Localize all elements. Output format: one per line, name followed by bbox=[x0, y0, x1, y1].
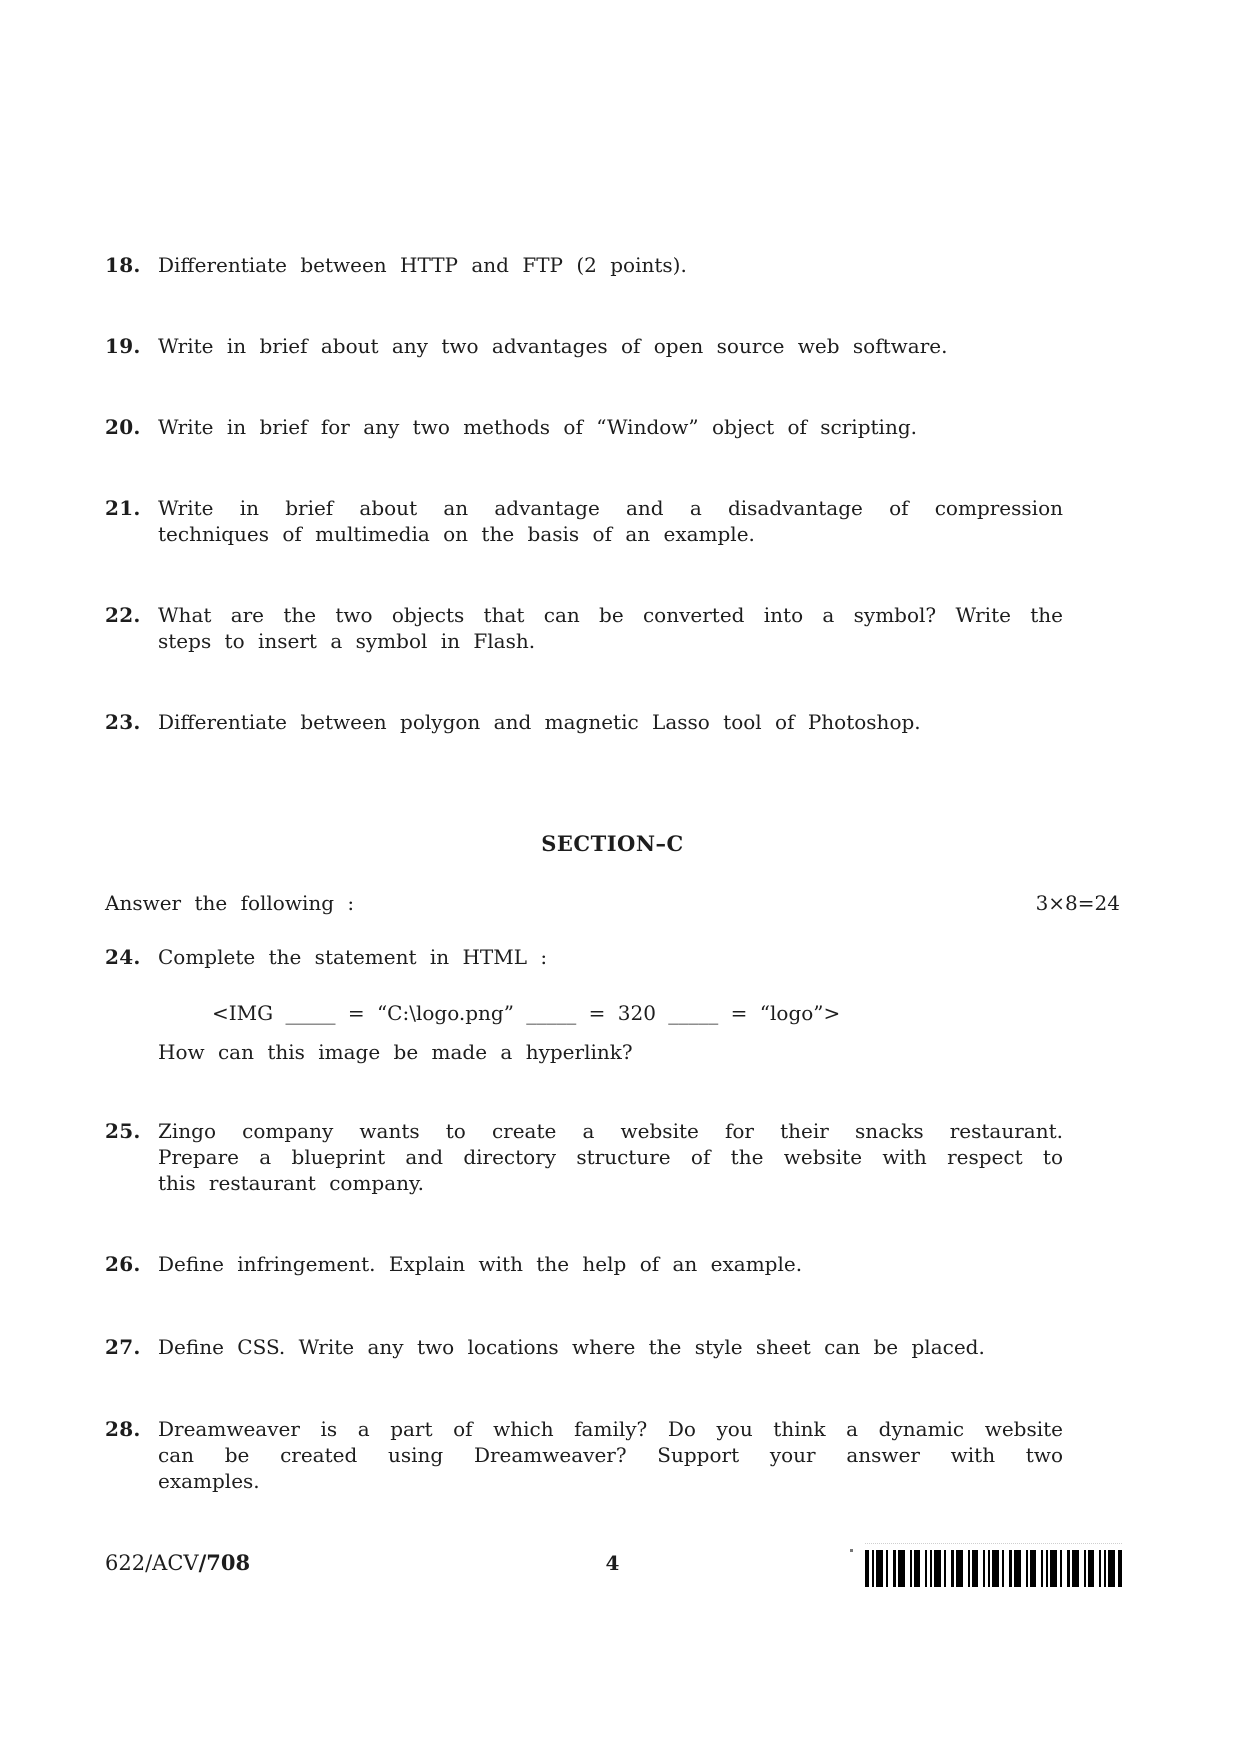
paper-code-bold: /708 bbox=[198, 1550, 251, 1575]
question-18 bbox=[105, 252, 1120, 278]
question-25 bbox=[105, 1118, 1120, 1196]
question-number: 27. bbox=[105, 1335, 141, 1359]
question-number: 19. bbox=[105, 334, 141, 358]
question-text-line: Zingo company wants to create a website for their snacks restaurant. bbox=[158, 1119, 1063, 1143]
question-27 bbox=[105, 1334, 1120, 1360]
question-number: 25. bbox=[105, 1119, 141, 1143]
question-number: 21. bbox=[105, 496, 141, 520]
question-21 bbox=[105, 495, 1120, 547]
page-footer bbox=[0, 1550, 1240, 1594]
question-text-line: Differentiate between polygon and magnetic Lasso tool of Photoshop. bbox=[158, 710, 921, 734]
question-number: 18. bbox=[105, 253, 141, 277]
html-code-line: <IMG _____ = “C:\logo.png” _____ = 320 _____ = “logo”> bbox=[212, 1001, 841, 1025]
question-text-line: Define CSS. Write any two locations where the style sheet can be placed. bbox=[158, 1335, 985, 1359]
question-number: 20. bbox=[105, 415, 141, 439]
question-text-line: steps to insert a symbol in Flash. bbox=[158, 629, 536, 653]
question-text-line: techniques of multimedia on the basis of an example. bbox=[158, 522, 755, 546]
question-23 bbox=[105, 709, 1120, 735]
marks-text: 3×8=24 bbox=[1035, 891, 1120, 915]
question-text-line: Write in brief about any two advantages of open source web software. bbox=[158, 334, 948, 358]
question-number: 28. bbox=[105, 1417, 141, 1441]
question-text-line: can be created using Dreamweaver? Support your answer with two bbox=[158, 1443, 1063, 1467]
question-text-line: Prepare a blueprint and directory structure of the website with respect to bbox=[158, 1145, 1063, 1169]
barcode-icon bbox=[865, 1550, 1122, 1587]
question-text-line: Define infringement. Explain with the help of an example. bbox=[158, 1252, 803, 1276]
question-text-line: What are the two objects that can be converted into a symbol? Write the bbox=[158, 603, 1063, 627]
question-text-line: examples. bbox=[158, 1469, 260, 1493]
question-24 bbox=[105, 944, 1120, 1065]
question-20 bbox=[105, 414, 1120, 440]
page-number: 4 bbox=[605, 1551, 620, 1575]
instruction-row bbox=[105, 890, 1120, 916]
question-26 bbox=[105, 1251, 1120, 1277]
question-number: 23. bbox=[105, 710, 141, 734]
paper-code-regular: 622/ACV bbox=[105, 1551, 199, 1575]
question-number: 26. bbox=[105, 1252, 141, 1276]
instruction-text: Answer the following : bbox=[105, 891, 355, 915]
question-number: 22. bbox=[105, 603, 141, 627]
question-text-line: Differentiate between HTTP and FTP (2 points). bbox=[158, 253, 687, 277]
question-number: 24. bbox=[105, 945, 141, 969]
question-text-line: Write in brief about an advantage and a disadvantage of compression bbox=[158, 496, 1063, 520]
question-28 bbox=[105, 1416, 1120, 1494]
question-text-line: Complete the statement in HTML : bbox=[158, 945, 548, 969]
section-heading: SECTION–C bbox=[541, 831, 684, 856]
question-text-line: this restaurant company. bbox=[158, 1171, 425, 1195]
question-text-line: Write in brief for any two methods of “Window” object of scripting. bbox=[158, 415, 917, 439]
page-content bbox=[105, 252, 1120, 1494]
question-22 bbox=[105, 602, 1120, 654]
question-text-line: Dreamweaver is a part of which family? Do you think a dynamic website bbox=[158, 1417, 1063, 1441]
question-text-line: How can this image be made a hyperlink? bbox=[158, 1040, 633, 1064]
question-19 bbox=[105, 333, 1120, 359]
